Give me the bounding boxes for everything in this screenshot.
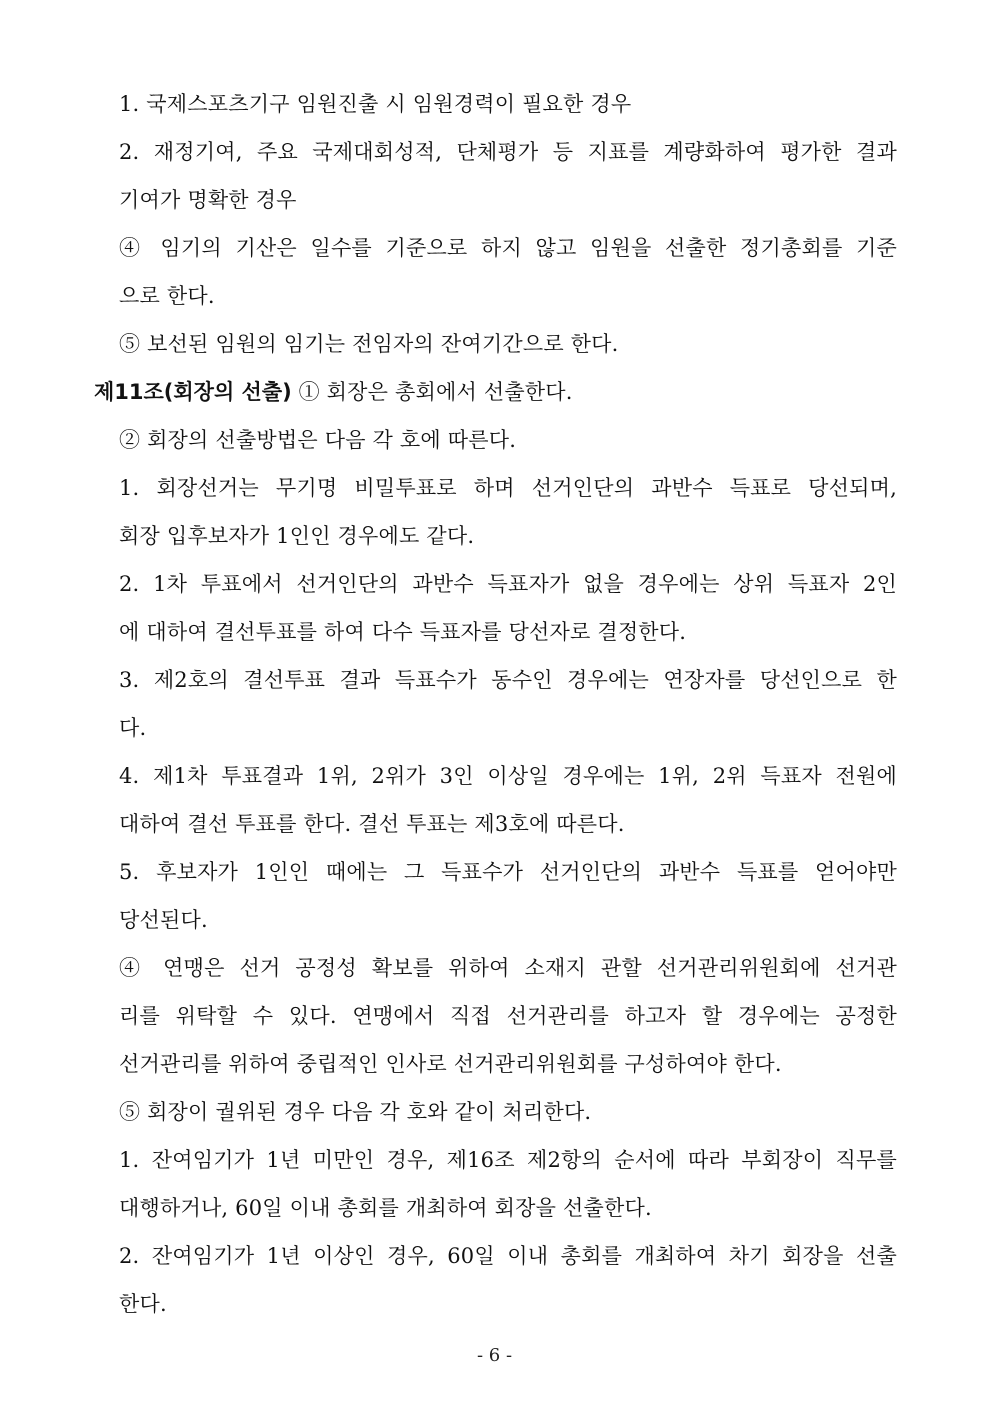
article-11-paragraph-5: ⑤ 회장이 궐위된 경우 다음 각 호와 같이 처리한다. [119,1100,592,1124]
article-11-item-1: 1. 회장선거는 무기명 비밀투표로 하며 선거인단의 과반수 득표로 당선되며, [119,476,897,500]
article-11-p5-item-1-cont: 대행하거나, 60일 이내 총회를 개최하여 회장을 선출한다. [119,1196,652,1220]
article-11-item-4: 4. 제1차 투표결과 1위, 2위가 3인 이상일 경우에는 1위, 2위 득표자 전원에 [119,764,897,788]
article-11 [94,377,897,407]
article-11-item-1-cont: 회장 입후보자가 1인인 경우에도 같다. [119,524,475,548]
article-11-p5-item-2-cont: 한다. [119,1292,167,1316]
article-11-paragraph-4: ④ 연맹은 선거 공정성 확보를 위하여 소재지 관할 선거관리위원회에 선거관 [119,956,897,980]
paragraph-4: ④ 임기의 기산은 일수를 기준으로 하지 않고 임원을 선출한 정기총회를 기준 [119,236,897,260]
page-number: - 6 - [476,1345,513,1366]
paragraph-5: ⑤ 보선된 임원의 임기는 전임자의 잔여기간으로 한다. [119,332,619,356]
article-11-item-5-cont: 당선된다. [119,908,208,932]
article-11-item-2: 2. 1차 투표에서 선거인단의 과반수 득표자가 없을 경우에는 상위 득표자 2인 [119,572,897,596]
article-11-item-4-cont: 대하여 결선 투표를 한다. 결선 투표는 제3호에 따른다. [119,812,625,836]
clause-item-2-cont: 기여가 명확한 경우 [119,188,297,212]
article-11-paragraph-1: ① 회장은 총회에서 선출한다. [291,380,573,404]
article-11-paragraph-2: ② 회장의 선출방법은 다음 각 호에 따른다. [119,428,517,452]
article-11-paragraph-4-cont-2: 선거관리를 위하여 중립적인 인사로 선거관리위원회를 구성하여야 한다. [119,1052,782,1076]
article-11-p5-item-2: 2. 잔여임기가 1년 이상인 경우, 60일 이내 총회를 개최하여 차기 회장을 선출 [119,1244,897,1268]
article-11-item-2-cont: 에 대하여 결선투표를 하여 다수 득표자를 당선자로 결정한다. [119,620,687,644]
article-11-item-3-cont: 다. [119,716,147,740]
article-11-title: 제11조(회장의 선출) [94,380,292,404]
clause-item-2: 2. 재정기여, 주요 국제대회성적, 단체평가 등 지표를 계량화하여 평가한 결과 [119,140,897,164]
article-11-p5-item-1: 1. 잔여임기가 1년 미만인 경우, 제16조 제2항의 순서에 따라 부회장이 직무를 [119,1148,897,1172]
article-11-paragraph-4-cont-1: 리를 위탁할 수 있다. 연맹에서 직접 선거관리를 하고자 할 경우에는 공정한 [119,1004,897,1028]
article-11-item-5: 5. 후보자가 1인인 때에는 그 득표수가 선거인단의 과반수 득표를 얻어야만 [119,860,897,884]
article-11-item-3: 3. 제2호의 결선투표 결과 득표수가 동수인 경우에는 연장자를 당선인으로 한 [119,668,897,692]
clause-item-1: 1. 국제스포츠기구 임원진출 시 임원경력이 필요한 경우 [119,92,632,116]
paragraph-4-cont: 으로 한다. [119,284,215,308]
